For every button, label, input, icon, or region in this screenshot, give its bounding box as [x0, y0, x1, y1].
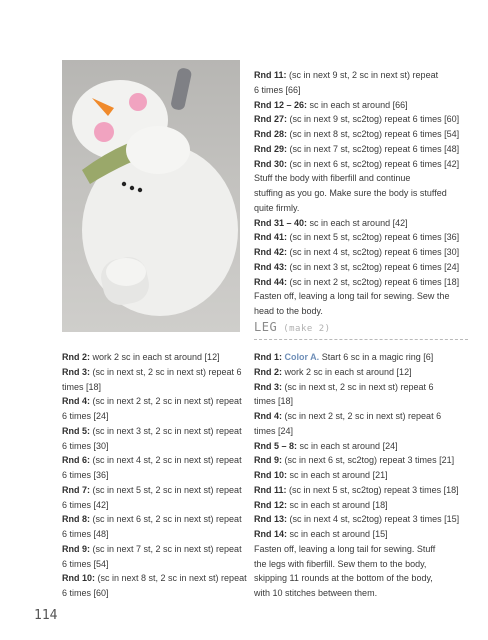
instruction-line: [254, 157, 460, 172]
section-divider: [254, 339, 468, 340]
instruction-text: times [18]: [62, 381, 102, 392]
round-label: Rnd 4:: [62, 396, 90, 407]
instruction-line: [254, 394, 454, 409]
instruction-line: [254, 350, 454, 365]
instruction-line: [254, 409, 454, 424]
round-label: Rnd 9:: [254, 455, 282, 466]
instruction-text: (sc in next 4 st, 2 sc in next st) repeat: [90, 455, 242, 466]
instruction-line: [62, 512, 244, 527]
round-label: Rnd 27:: [254, 114, 288, 125]
instruction-line: [254, 483, 459, 498]
instruction-text: sc in each st around [21]: [287, 470, 388, 480]
instruction-line: [62, 380, 244, 395]
round-label: Rnd 12 – 26:: [254, 99, 308, 110]
round-label: Rnd 29:: [254, 143, 288, 154]
instruction-line: [62, 571, 247, 586]
instruction-text: quite firmly.: [254, 202, 300, 213]
instruction-line: [254, 127, 460, 142]
round-label: Rnd 14:: [254, 529, 288, 539]
round-label: Rnd 42:: [254, 247, 288, 257]
round-label: Rnd 10:: [254, 470, 288, 480]
instruction-line: [254, 98, 454, 113]
instruction-text: work 2 sc in each st around [12]: [282, 366, 412, 377]
instruction-line: [254, 424, 454, 439]
instruction-line: [254, 142, 460, 157]
page-number: 114: [34, 608, 58, 623]
instruction-text: (sc in next 2 st, sc2tog) repeat 6 times [18]: [287, 276, 460, 287]
round-label: Rnd 41:: [254, 232, 288, 243]
instruction-text: sc in each st around [18]: [287, 499, 388, 510]
instruction-line: [62, 557, 244, 572]
round-label: Rnd 4:: [254, 411, 282, 421]
instruction-text: 6 times [30]: [62, 440, 109, 451]
instruction-text: (sc in next 4 st, sc2tog) repeat 3 times [15]: [287, 514, 460, 525]
section-subtitle: (make 2): [283, 324, 331, 334]
instruction-line: [62, 365, 244, 380]
instruction-text: (sc in next 5 st, 2 sc in next st) repeat: [90, 484, 242, 495]
round-label: Rnd 13:: [254, 514, 288, 525]
instruction-line: [254, 468, 454, 483]
instruction-text: (sc in next 7 st, sc2tog) repeat 6 times [48]: [287, 143, 460, 154]
instruction-text: (sc in next 6 st, 2 sc in next st) repeat: [90, 514, 242, 525]
instruction-text: 6 times [36]: [62, 470, 109, 480]
instruction-text: Fasten off, leaving a long tail for sewing. Stuff: [254, 543, 436, 554]
instruction-text: the legs with fiberfill. Sew them to the body,: [254, 558, 427, 569]
round-label: Rnd 2:: [254, 366, 282, 377]
instruction-text: with 10 stitches between them.: [254, 588, 378, 598]
instruction-line: [62, 453, 244, 468]
column-left: [62, 350, 247, 601]
instruction-line: [254, 453, 454, 468]
snowman-illustration: [62, 60, 240, 332]
instruction-line: [254, 527, 454, 542]
round-label: Rnd 5 – 8:: [254, 440, 298, 451]
snowman-photo: [62, 60, 240, 332]
instruction-line: [254, 260, 460, 275]
instruction-line: [254, 171, 454, 186]
instruction-text: 6 times [54]: [62, 558, 109, 569]
instruction-line: [254, 586, 454, 601]
instruction-text: (sc in next 9 st, 2 sc in next st) repeat: [286, 70, 439, 80]
instruction-line: [254, 83, 454, 98]
instruction-text: (sc in next 6 st, sc2tog) repeat 6 times [42]: [287, 158, 460, 169]
round-label: Rnd 3:: [254, 381, 282, 392]
instruction-line: [254, 304, 454, 319]
instruction-text: Stuff the body with fiberfill and continue: [254, 173, 411, 184]
instruction-text: (sc in next 3 st, 2 sc in next st) repeat: [90, 425, 242, 436]
instruction-text: 6 times [60]: [62, 588, 109, 598]
instruction-line: [62, 409, 244, 424]
round-label: Rnd 10:: [62, 573, 96, 584]
instruction-text: (sc in next 9 st, sc2tog) repeat 6 times [60]: [287, 114, 460, 125]
instruction-line: [254, 380, 454, 395]
round-label: Rnd 12:: [254, 499, 288, 510]
instruction-line: [62, 424, 244, 439]
round-label: Rnd 6:: [62, 455, 90, 466]
instruction-text: (sc in next 8 st, sc2tog) repeat 6 times [54]: [287, 129, 460, 139]
instruction-text: (sc in next st, 2 sc in next st) repeat 6: [282, 381, 434, 392]
round-label: Rnd 11:: [254, 70, 287, 80]
instruction-line: [254, 230, 460, 245]
instruction-text: (sc in next 2 st, 2 sc in next st) repeat 6: [282, 411, 442, 421]
instruction-line: [62, 483, 244, 498]
instruction-line: [254, 439, 454, 454]
instruction-text: sc in each st around [66]: [307, 99, 408, 110]
section-title: LEG: [254, 320, 278, 334]
section-heading-leg: [254, 320, 466, 334]
round-label: Rnd 1:: [254, 352, 282, 362]
instruction-text: (sc in next 7 st, 2 sc in next st) repeat: [90, 543, 242, 554]
instruction-line: [62, 350, 244, 365]
instruction-text: (sc in next 3 st, sc2tog) repeat 6 times [24]: [287, 261, 460, 272]
round-label: Rnd 9:: [62, 543, 90, 554]
instruction-line: [62, 527, 244, 542]
column-right-bottom: [254, 350, 460, 601]
instruction-text: (sc in next 2 st, 2 sc in next st) repeat: [90, 396, 242, 407]
instruction-line: [254, 245, 460, 260]
instruction-line: [254, 365, 454, 380]
round-label: Rnd 44:: [254, 276, 288, 287]
round-label: Rnd 2:: [62, 352, 90, 362]
instruction-text: skipping 11 rounds at the bottom of the body,: [254, 573, 433, 584]
instruction-line: [254, 112, 460, 127]
instruction-line: [254, 571, 454, 586]
instruction-text: times [18]: [254, 396, 294, 407]
instruction-line: [254, 186, 454, 201]
instruction-text: 6 times [66]: [254, 84, 301, 95]
round-label: Rnd 31 – 40:: [254, 217, 308, 228]
instruction-line: [254, 498, 454, 513]
instruction-text: 6 times [42]: [62, 499, 109, 510]
instruction-line: [62, 542, 244, 557]
instruction-text: stuffing as you go. Make sure the body is stuffed: [254, 188, 447, 198]
instruction-text: (sc in next 6 st, sc2tog) repeat 3 times [21]: [282, 455, 455, 466]
instruction-text: (sc in next 5 st, sc2tog) repeat 6 times [36]: [287, 232, 460, 243]
instruction-text: Start 6 sc in a magic ring [6]: [319, 352, 434, 362]
instruction-line: [254, 68, 454, 83]
instruction-text: sc in each st around [15]: [287, 529, 388, 539]
column-right-top: [254, 68, 460, 319]
round-label: Rnd 5:: [62, 425, 90, 436]
instruction-line: [254, 201, 454, 216]
instruction-line: [62, 394, 244, 409]
instruction-line: [254, 557, 454, 572]
round-label: Rnd 30:: [254, 158, 288, 169]
instruction-text: (sc in next 8 st, 2 sc in next st) repeat: [95, 573, 247, 584]
instruction-line: [62, 439, 244, 454]
round-label: Rnd 7:: [62, 484, 90, 495]
instruction-text: (sc in next 4 st, sc2tog) repeat 6 times [30]: [287, 247, 460, 257]
instruction-line: [62, 498, 244, 513]
instruction-text: 6 times [24]: [62, 411, 109, 421]
instruction-text: sc in each st around [42]: [307, 217, 408, 228]
instruction-line: [254, 512, 460, 527]
instruction-text: times [24]: [254, 425, 294, 436]
instruction-line: [254, 542, 454, 557]
instruction-text: Fasten off, leaving a long tail for sewing. Sew the: [254, 291, 450, 302]
round-label: Rnd 8:: [62, 514, 90, 525]
instruction-text: 6 times [48]: [62, 529, 109, 539]
instruction-line: [62, 586, 244, 601]
instruction-text: sc in each st around [24]: [297, 440, 398, 451]
instruction-line: [254, 275, 460, 290]
instruction-text: head to the body.: [254, 306, 323, 316]
instruction-line: [254, 289, 454, 304]
instruction-text: (sc in next st, 2 sc in next st) repeat 6: [90, 366, 242, 377]
instruction-line: [62, 468, 244, 483]
color-label: Color A.: [284, 352, 320, 362]
instruction-line: [254, 216, 454, 231]
round-label: Rnd 43:: [254, 261, 288, 272]
round-label: Rnd 11:: [254, 484, 287, 495]
instruction-text: (sc in next 5 st, sc2tog) repeat 3 times [18]: [286, 484, 459, 495]
round-label: Rnd 28:: [254, 129, 288, 139]
round-label: Rnd 3:: [62, 366, 90, 377]
instruction-text: work 2 sc in each st around [12]: [90, 352, 220, 362]
